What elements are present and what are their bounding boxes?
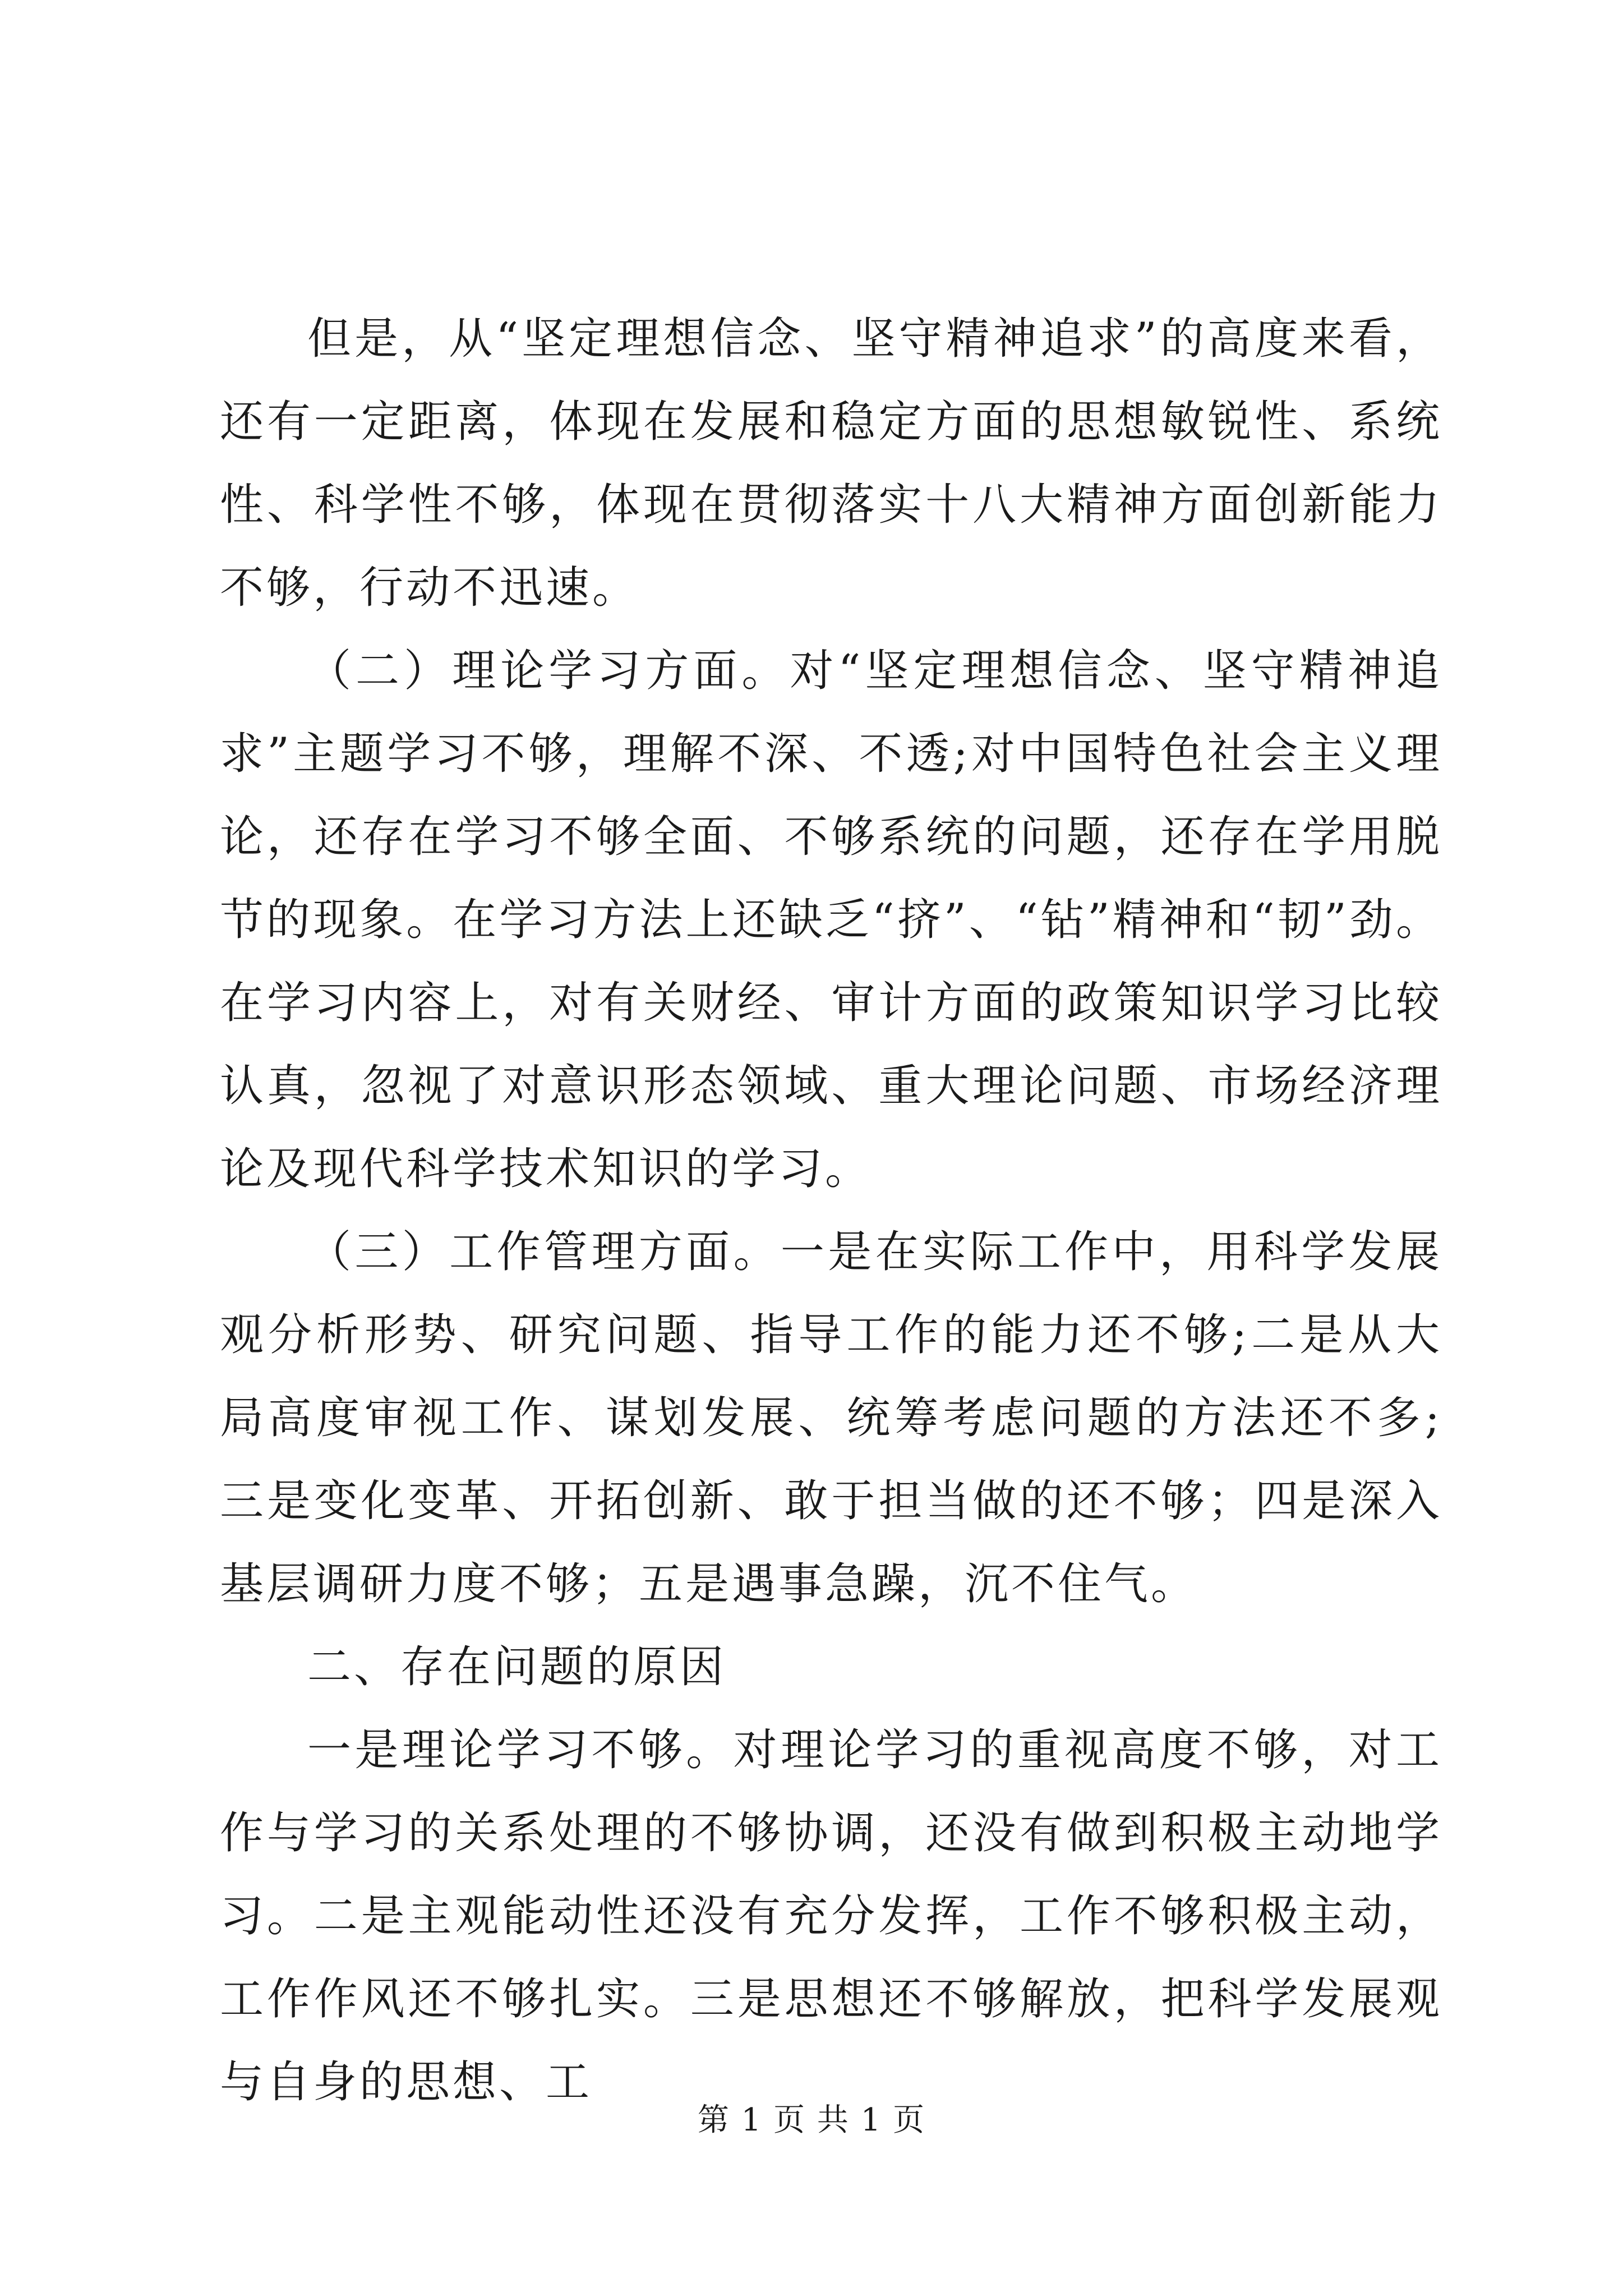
page-footer: 第 1 页 共 1 页: [697, 2102, 926, 2138]
section-heading: 二、存在问题的原因: [307, 1642, 727, 1692]
document-body: [220, 297, 1442, 2124]
paragraph-theory-study: （二）理论学习方面。对“坚定理想信念、坚守精神追求”主题学习不够，理解不深、不透;对中国特色社会主义理论，还存在学习不够全面、不够系统的问题，还存在学用脱节的现象。在学习方法上还缺乏“挤”、“钻”精神和“韧”劲。在学习内容上，对有关财经、审计方面的政策知识学习比较认真，忽视了对意识形态领域、重大理论问题、市场经济理论及现代科学技术知识的学习。: [220, 646, 1442, 1194]
paragraph-causes: 一是理论学习不够。对理论学习的重视高度不够，对工作与学习的关系处理的不够协调，还没有做到积极主动地学习。二是主观能动性还没有充分发挥，工作不够积极主动，工作作风还不够扎实。三是思想还不够解放，把科学发展观与自身的思想、工: [220, 1725, 1442, 2108]
paragraph-work-management: （三）工作管理方面。一是在实际工作中，用科学发展观分析形势、研究问题、指导工作的能力还不够;二是从大局高度审视工作、谋划发展、统筹考虑问题的方法还不多;三是变化变革、开拓创新、敢于担当做的还不够；四是深入基层调研力度不够；五是遇事急躁，沉不住气。: [220, 1227, 1442, 1609]
paragraph-conclusion: 但是，从“坚定理想信念、坚守精神追求”的高度来看，还有一定距离，体现在发展和稳定方面的思想敏锐性、系统性、科学性不够，体现在贯彻落实十八大精神方面创新能力不够，行动不迅速。: [220, 314, 1442, 613]
